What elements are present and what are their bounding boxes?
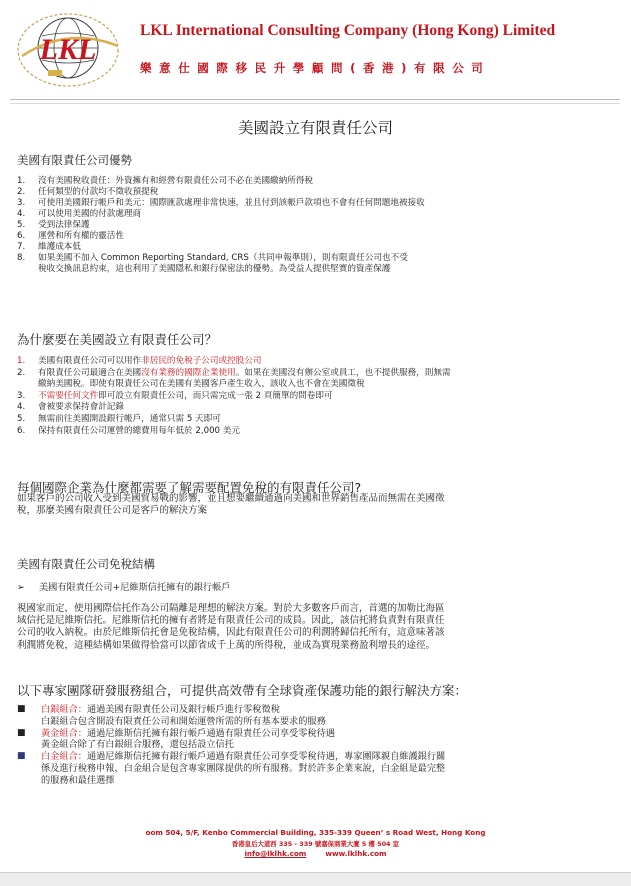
structure-arrow-item: ➢ 美國有限責任公司+尼維斯信托擁有的銀行帳戶 [17,582,231,593]
footer-address-en: oom 504, 5/F, Kenbo Commercial Building, 335-339 Queen’ s Road West, Hong Kong [145,828,486,837]
list-item: 3. 不需要任何文件即可設立有限責任公司，而只需完成一張 2 頁簡單的問卷即可 [17,390,333,401]
logo-text: LKL [39,33,97,66]
list-item: 6. 保持有限責任公司運營的總費用每年低於 2,000 美元 [17,425,240,436]
footer-address-zh: 香港皇后大道西 335 - 339 號嘉保商業大廈 5 樓 504 室 [231,840,400,848]
list-item: 6. 運營和所有權的靈活性 [17,231,124,241]
structure-heading: 美國有限責任公司免稅結構 [17,557,155,571]
packages-heading: 以下專家團隊研發服務組合，可提供高效帶有全球資產保護功能的銀行解決方案： [17,683,468,698]
intl-paragraph: 如果客戶的公司收入受到美國貿易戰的影響，並且想要繼續通過向美國和世界銷售產品而無需在美國徵 稅，那麼美國有限責任公司是客戶的解決方案 [17,493,445,517]
why-list [17,356,617,437]
list-item: 5. 受到法律保護 [17,220,90,230]
list-item: 4. 可以使用美國的付款處理商 [17,209,142,219]
list-item: 8. 如果美國不加入 Common Reporting Standard, CRS（共同申報準則），則有限責任公司也不受 [17,253,408,263]
list-item-continuation: 白銀組合包含開設有限責任公司和開始運營所需的所有基本要求的服務 [41,715,326,727]
square-bullet-icon: ■ [17,751,26,762]
email-link[interactable]: info@lklhk.com [244,849,307,858]
square-bullet-icon: ■ [17,727,26,738]
header-divider [10,99,620,100]
list-item: 3. 可使用美國銀行帳戶和美元：國際匯款處理非常快速，並且付到該帳戶款項也不會有任何問題地被接收 [17,198,425,208]
list-item: 5. 無需前往美國開設銀行帳戶，通常只需 5 天即可 [17,413,221,424]
list-item: 1. 美國有限責任公司可以用作非居民的免稅子公司或控股公司 [17,356,262,366]
footer-contact [0,849,631,858]
list-item: 2. 有限責任公司最適合在美國沒有業務的國際企業使用。如果在美國沒有辦公室或員工，也不提供服務，則無需 [17,367,451,378]
website-link[interactable]: www.lklhk.com [325,849,387,858]
company-name-zh: 樂意仕國際移民升學顧問(香港)有限公司 [140,61,491,75]
list-item-continuation: 黃金組合除了有白銀組合服務，還包括設立信托 [41,739,234,751]
list-item: 7. 維護成本低 [17,242,81,252]
packages-list [17,704,617,787]
company-logo [14,6,126,90]
list-item: ■ 白銀組合：通過美國有限責任公司及銀行帳戶進行零稅徵稅 [17,704,280,715]
list-item-continuation: 的服務和最佳選擇 [41,774,115,786]
page-title: 美國設立有限責任公司 [237,119,393,137]
page-bottom-edge [0,872,631,886]
header-divider-2 [10,103,620,104]
list-item-continuation: 繳納美國稅。即使有限責任公司在美國有美國客戶產生收入，該收入也不會在美國徵稅 [38,379,365,390]
list-item: 2. 任何類型的付款均不徵收預提稅 [17,187,159,197]
company-name-en: LKL International Consulting Company (Hong Kong) Limited [140,22,556,39]
intl-heading: 每個國際企業為什麼都需要了解需要配置免稅的有限責任公司? [17,480,362,495]
square-bullet-icon: ■ [17,704,26,714]
advantages-heading: 美國有限責任公司優勢 [17,153,132,167]
list-item: 1. 沒有美國稅收責任：外資擁有和經營有限責任公司不必在美國繳納所得稅 [17,176,314,186]
list-item: 4. 會被要求保持會計記錄 [17,402,124,413]
list-item-continuation: 係及進行稅務申報，白金組合是包含專家團隊提供的所有服務。對於許多企業來說，白金組是最完整 [41,762,446,774]
structure-paragraph: 視國家而定，使用國際信托作為公司隔離是理想的解決方案。對於大多數客戶而言，首選的加勒比海區 域信托是尼維斯信托。尼維斯信托的擁有者將是有限責任公司的成員。因此，該信托將負責對有限責任 公司的收入納稅。由於尼維斯信托會是免稅結構，因此有限責任公司的利潤將歸信托所有，這意味著該 利潤將免稅，這種結構如果做得恰當可以節省成千上萬的所得稅，並成為實現業務盈利增長的途徑。 [17,603,445,651]
arrow-icon: ➢ [17,582,25,593]
list-item: ■ 白金組合：通過尼維斯信托擁有銀行帳戶通過有限責任公司享受零稅待遇，專家團隊親自維護銀行關 [17,751,446,763]
list-item: ■ 黃金組合：通過尼維斯信托擁有銀行帳戶通過有限責任公司享受零稅待遇 [17,727,335,739]
why-heading: 為什麼要在美國設立有限責任公司？ [17,332,218,347]
advantages-list [17,176,617,275]
list-item-continuation: 稅收交換訊息約束，這也利用了美國隱私和銀行保密法的優勢。為受益人提供堅實的資產保護 [38,264,391,274]
